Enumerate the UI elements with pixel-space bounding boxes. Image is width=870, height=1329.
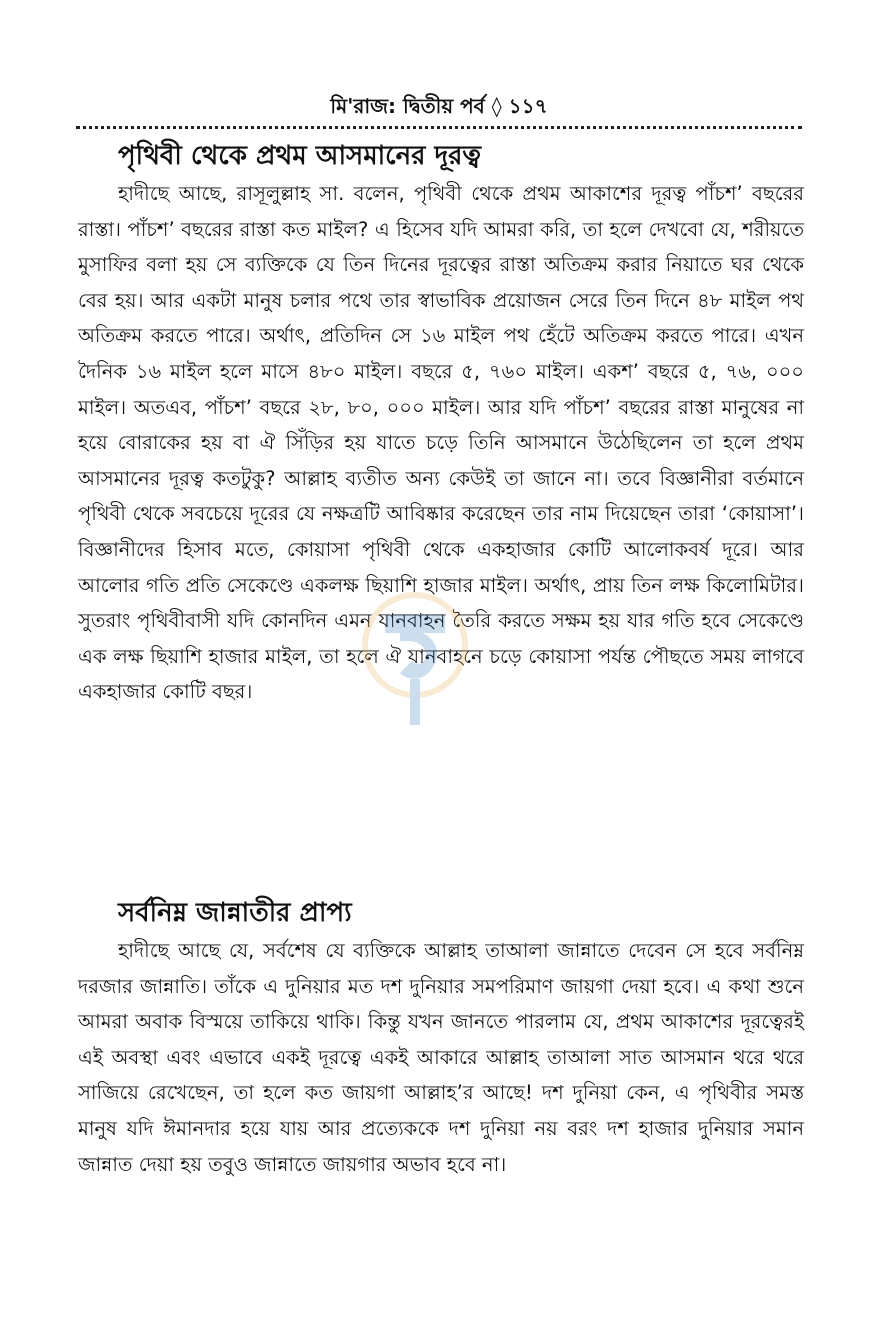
section-heading: পৃথিবী থেকে প্রথম আসমানের দূরত্ব (118, 141, 481, 171)
running-header: মি'রাজ: দ্বিতীয় পর্ব ◊ ১১৭ (330, 94, 548, 118)
section-distance-to-first-heaven (78, 136, 804, 710)
section-lowest-paradise-share (78, 893, 804, 1182)
section-paragraph: হাদীছে আছে, রাসূলুল্লাহ সা. বলেন, পৃথিবী থেকে প্রথম আকাশের দূরত্ব পাঁচশ’ বছরের রাস্তা। পাঁচশ’ বছরের রাস্তা কত মাইল? এ হিসেব যদি আমরা করি, তা হলে দেখবো যে, শরীয়তে মুসাফির বলা হয় সে ব্যক্তিকে যে তিন দিনের দূরত্বের রাস্তা অতিক্রম করার নিয়াতে ঘর থেকে বের হয়। আর একটা মানুষ চলার পথে তার স্বাভাবিক প্রয়োজন সেরে তিন দিনে ৪৮ মাইল পথ অতিক্রম করতে পারে। অর্থাৎ, প্রতিদিন সে ১৬ মাইল পথ হেঁটে অতিক্রম করতে পারে। এখন দৈনিক ১৬ মাইল হলে মাসে ৪৮০ মাইল। বছরে ৫, ৭৬০ মাইল। একশ’ বছরে ৫, ৭৬, ০০০ মাইল। অতএব, পাঁচশ’ বছরে ২৮, ৮০, ০০০ মাইল। আর যদি পাঁচশ’ বছরের রাস্তা মানুষের না হয়ে বোরাকের হয় বা ঐ সিঁড়ির হয় যাতে চড়ে তিনি আসমানে উঠেছিলেন তা হলে প্রথম আসমানের দূরত্ব কতটুকু? আল্লাহ ব্যতীত অন্য কেউই তা জানে না। তবে বিজ্ঞানীরা বর্তমানে পৃথিবী থেকে সবচেয়ে দূরের যে নক্ষত্রটি আবিষ্কার করেছেন তার নাম দিয়েছেন তারা ‘কোয়াসা’। বিজ্ঞানীদের হিসাব মতে, কোয়াসা পৃথিবী থেকে একহাজার কোটি আলোকবর্ষ দূরে। আর আলোর গতি প্রতি সেকেণ্ডে একলক্ষ ছিয়াশি হাজার মাইল। অর্থাৎ, প্রায় তিন লক্ষ কিলোমিটার। সুতরাং পৃথিবীবাসী যদি কোনদিন এমন যানবাহন তৈরি করতে সক্ষম হয় যার গতি হবে সেকেণ্ডে এক লক্ষ ছিয়াশি হাজার মাইল, তা হলে ঐ যানবাহনে চড়ে কোয়াসা পর্যন্ত পৌছতে সময় লাগবে একহাজার কোটি বছর। (78, 182, 804, 704)
header-dotted-divider (76, 126, 802, 129)
section-heading: সর্বনিম্ন জান্নাতীর প্রাপ্য (118, 898, 352, 928)
section-paragraph: হাদীছে আছে যে, সর্বশেষ যে ব্যক্তিকে আল্লাহ তাআলা জান্নাতে দেবেন সে হবে সর্বনিম্ন দরজার জান্নাতি। তাঁকে এ দুনিয়ার মত দশ দুনিয়ার সমপরিমাণ জায়গা দেয়া হবে। এ কথা শুনে আমরা অবাক বিস্ময়ে তাকিয়ে থাকি। কিন্তু যখন জানতে পারলাম যে, প্রথম আকাশের দূরত্বেরই এই অবস্থা এবং এভাবে একই দূরত্বে একই আকারে আল্লাহ তাআলা সাত আসমান থরে থরে সাজিয়ে রেখেছেন, তা হলে কত জায়গা আল্লাহ’র আছে! দশ দুনিয়া কেন, এ পৃথিবীর সমস্ত মানুষ যদি ঈমানদার হয়ে যায় আর প্রত্যেককে দশ দুনিয়া নয় বরং দশ হাজার দুনিয়ার সমান জান্নাত দেয়া হয় তবুও জান্নাতে জায়গার অভাব হবে না। (78, 939, 804, 1176)
